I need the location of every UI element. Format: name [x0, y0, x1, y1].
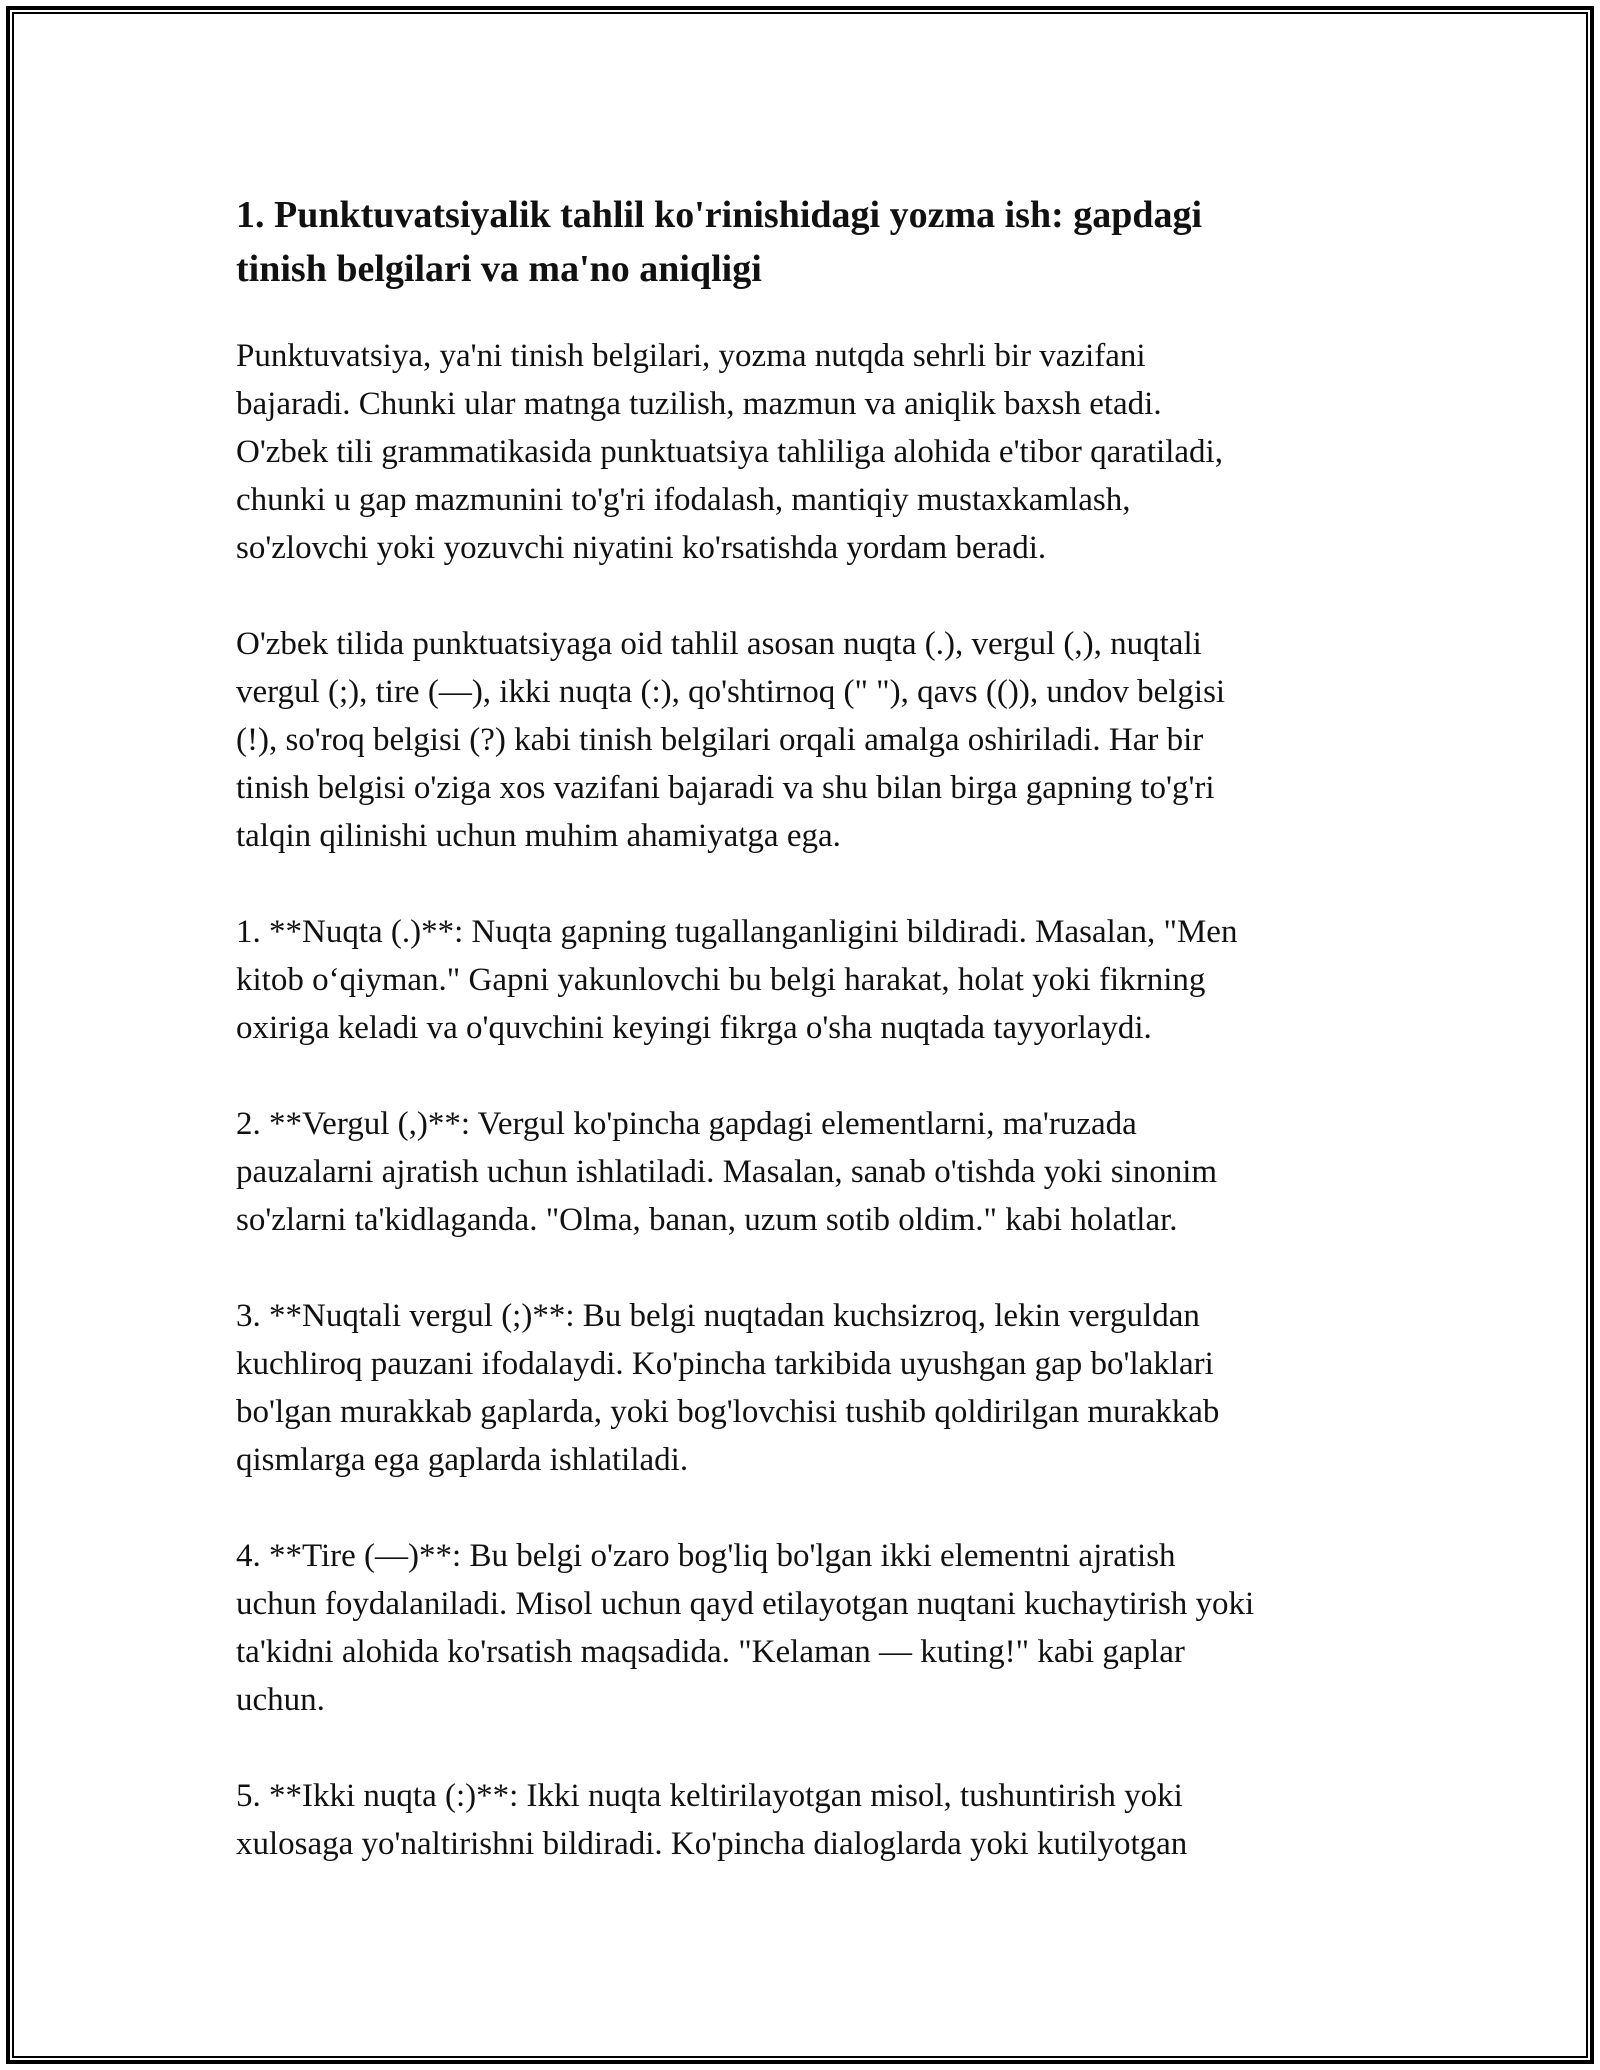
list-item-nuqta — [236, 908, 1376, 1052]
paragraph-overview — [236, 620, 1376, 860]
paragraph-line: 4. **Tire (—)**: Bu belgi o'zaro bog'liq bo'lgan ikki elementni ajratish — [236, 1538, 1176, 1574]
paragraph-line: qismlarga ega gaplarda ishlatiladi. — [236, 1442, 689, 1478]
paragraph-line: so'zlovchi yoki yozuvchi niyatini ko'rsatishda yordam beradi. — [236, 530, 1047, 566]
title-line: tinish belgilari va ma'no aniqligi — [236, 248, 762, 290]
paragraph-line: kitob o‘qiyman." Gapni yakunlovchi bu belgi harakat, holat yoki fikrning — [236, 962, 1206, 998]
paragraph-line: bo'lgan murakkab gaplarda, yoki bog'lovchisi tushib qoldirilgan murakkab — [236, 1394, 1220, 1430]
paragraph-line: so'zlarni ta'kidlaganda. "Olma, banan, uzum sotib oldim." kabi holatlar. — [236, 1202, 1178, 1238]
paragraph-line: O'zbek tili grammatikasida punktuatsiya tahliliga alohida e'tibor qaratiladi, — [236, 434, 1223, 470]
paragraph-line: 3. **Nuqtali vergul (;)**: Bu belgi nuqtadan kuchsizroq, lekin verguldan — [236, 1298, 1200, 1334]
paragraph-intro — [236, 332, 1376, 572]
paragraph-line: bajaradi. Chunki ular matnga tuzilish, mazmun va aniqlik baxsh etadi. — [236, 386, 1162, 422]
paragraph-line: uchun. — [236, 1682, 325, 1718]
paragraph-line: tinish belgisi o'ziga xos vazifani bajaradi va shu bilan birga gapning to'g'ri — [236, 770, 1215, 806]
paragraph-line: Punktuvatsiya, ya'ni tinish belgilari, yozma nutqda sehrli bir vazifani — [236, 338, 1146, 374]
paragraph-line: chunki u gap mazmunini to'g'ri ifodalash, mantiqiy mustaxkamlash, — [236, 482, 1131, 518]
paragraph-line: talqin qilinishi uchun muhim ahamiyatga ega. — [236, 818, 841, 854]
title-line: 1. Punktuvatsiyalik tahlil ko'rinishidagi yozma ish: gapdagi — [236, 194, 1203, 236]
paragraph-line: oxiriga keladi va o'quvchini keyingi fikrga o'sha nuqtada tayyorlaydi. — [236, 1010, 1152, 1046]
list-item-nuqtali-vergul — [236, 1292, 1376, 1484]
document-title — [236, 188, 1376, 296]
paragraph-line: (!), so'roq belgisi (?) kabi tinish belgilari orqali amalga oshiriladi. Har bir — [236, 722, 1204, 758]
paragraph-line: pauzalarni ajratish uchun ishlatiladi. Masalan, sanab o'tishda yoki sinonim — [236, 1154, 1218, 1190]
paragraph-line: 5. **Ikki nuqta (:)**: Ikki nuqta keltirilayotgan misol, tushuntirish yoki — [236, 1778, 1183, 1814]
list-item-tire — [236, 1532, 1376, 1724]
paragraph-line: uchun foydalaniladi. Misol uchun qayd etilayotgan nuqtani kuchaytirish yoki — [236, 1586, 1255, 1622]
paragraph-line: kuchliroq pauzani ifodalaydi. Ko'pincha tarkibida uyushgan gap bo'laklari — [236, 1346, 1214, 1382]
paragraph-line: 1. **Nuqta (.)**: Nuqta gapning tugallanganligini bildiradi. Masalan, "Men — [236, 914, 1238, 950]
paragraph-line: vergul (;), tire (—), ikki nuqta (:), qo'shtirnoq (" "), qavs (()), undov belgisi — [236, 674, 1226, 710]
paragraph-line: 2. **Vergul (,)**: Vergul ko'pincha gapdagi elementlarni, ma'ruzada — [236, 1106, 1137, 1142]
paragraph-line: ta'kidni alohida ko'rsatish maqsadida. "Kelaman — kuting!" kabi gaplar — [236, 1634, 1185, 1670]
paragraph-line: O'zbek tilida punktuatsiyaga oid tahlil asosan nuqta (.), vergul (,), nuqtali — [236, 626, 1202, 662]
paragraph-line: xulosaga yo'naltirishni bildiradi. Ko'pincha dialoglarda yoki kutilyotgan — [236, 1826, 1188, 1862]
document-body — [236, 188, 1376, 1916]
list-item-ikki-nuqta — [236, 1772, 1376, 1868]
list-item-vergul — [236, 1100, 1376, 1244]
